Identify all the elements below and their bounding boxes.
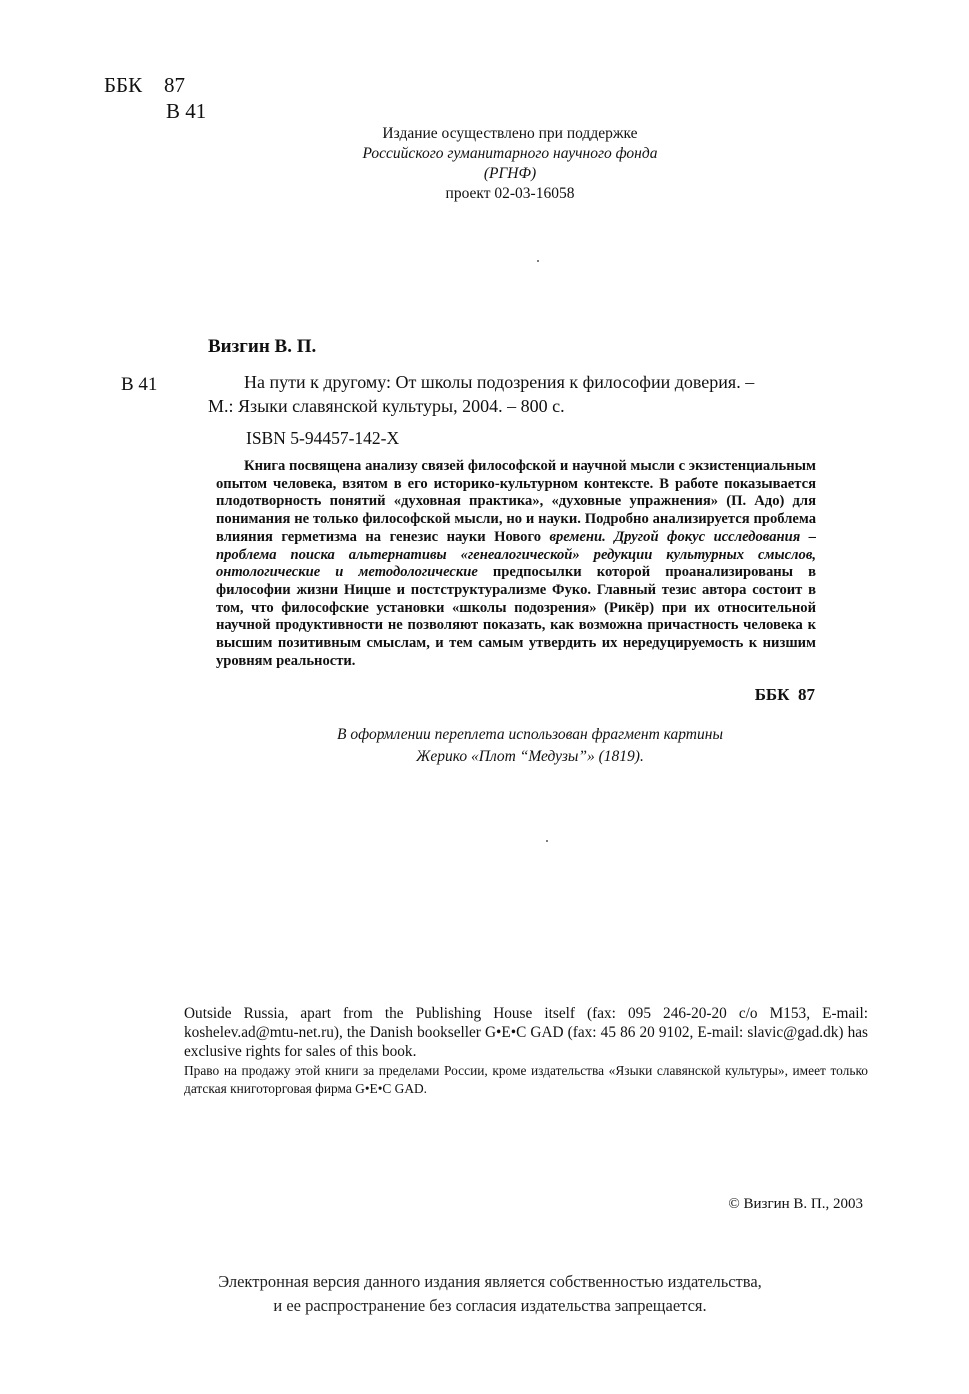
support-line-4: проект 02-03-16058 bbox=[445, 185, 575, 202]
author-name: Визгин В. П. bbox=[208, 336, 317, 357]
support-line-3: (РГНФ) bbox=[483, 165, 537, 182]
bbk-label: ББК bbox=[104, 73, 143, 97]
abstract bbox=[216, 458, 816, 670]
electronic-notice-line-1: Электронная версия данного издания является собственностью издательства, bbox=[218, 1272, 762, 1291]
book-title bbox=[208, 370, 813, 418]
bbk-classification bbox=[104, 72, 206, 124]
separator-dot bbox=[537, 260, 539, 262]
author-mark: В 41 bbox=[166, 99, 207, 123]
cover-note-line-1: В оформлении переплета использован фрагмент картины bbox=[337, 726, 723, 743]
cover-note bbox=[300, 724, 760, 768]
bbk-number: 87 bbox=[164, 73, 185, 97]
bbk-bottom: ББК 87 bbox=[754, 685, 815, 704]
support-line-1: Издание осуществлено при поддержке bbox=[382, 125, 638, 142]
rights-english: Outside Russia, apart from the Publishing House itself (fax: 095 246-20-20 c/o M153, E-mail: koshelev.ad@mtu-net.ru), the Danish bookseller G•E•C GAD (fax: 45 86 20 9102, E-mail: slavic@gad.dk) has exclusive rights for sales of this book. bbox=[184, 1005, 868, 1060]
electronic-notice bbox=[100, 1270, 880, 1318]
electronic-notice-line-2: и ее распространение без согласия издательства запрещается. bbox=[273, 1296, 707, 1315]
isbn: ISBN 5-94457-142-X bbox=[246, 428, 400, 448]
title-line-2: М.: Языки славянской культуры, 2004. – 800 с. bbox=[208, 396, 565, 416]
abstract-part-1: Книга посвящена анализу связей философской и научной мысли с экзистенциальным опытом человека, взятом в его историко-культурном контексте. В работе показывается плодотворность понятий «духовная практика», «духовные упражнения» (П. Адо) для понимания не только философской мысли, но и науки. Подробно анализируется проблема влияния герметизма на генезис науки Нового bbox=[216, 458, 816, 545]
title-line-1: На пути к другому: От школы подозрения к философии доверия. – bbox=[244, 372, 755, 392]
rights-russian: Право на продажу этой книги за пределами России, кроме издательства «Языки славянской культуры», имеет только датская книготорговая фирма G•E•C GAD. bbox=[184, 1063, 868, 1096]
separator-dot-2 bbox=[546, 840, 548, 842]
copyright: © Визгин В. П., 2003 bbox=[728, 1196, 863, 1212]
abstract-part-3: предпосылки которой проанализированы в философии жизни Ницше и постструктурализме Фуко. Главный тезис автора состоит в том, что философские установки «школы подозрения» (Рикёр) при их относительной научной продуктивности не позволяют показать, как возможна причастность человека к высшим позитивным смыслам, и тем самым утвердить их нередуцируемость к низшим уровням реальности. bbox=[216, 564, 816, 669]
bibliography-mark: В 41 bbox=[121, 374, 158, 395]
support-notice bbox=[250, 124, 770, 204]
abstract-part-2: времени. Другой фокус исследования – проблема поиска альтернативы «генеалогической» редукции культурных смыслов, онтологические и методологические bbox=[216, 528, 816, 581]
cover-note-line-2: Жерико «Плот “Медузы”» (1819). bbox=[416, 748, 644, 765]
support-line-2: Российского гуманитарного научного фонда bbox=[362, 145, 658, 162]
